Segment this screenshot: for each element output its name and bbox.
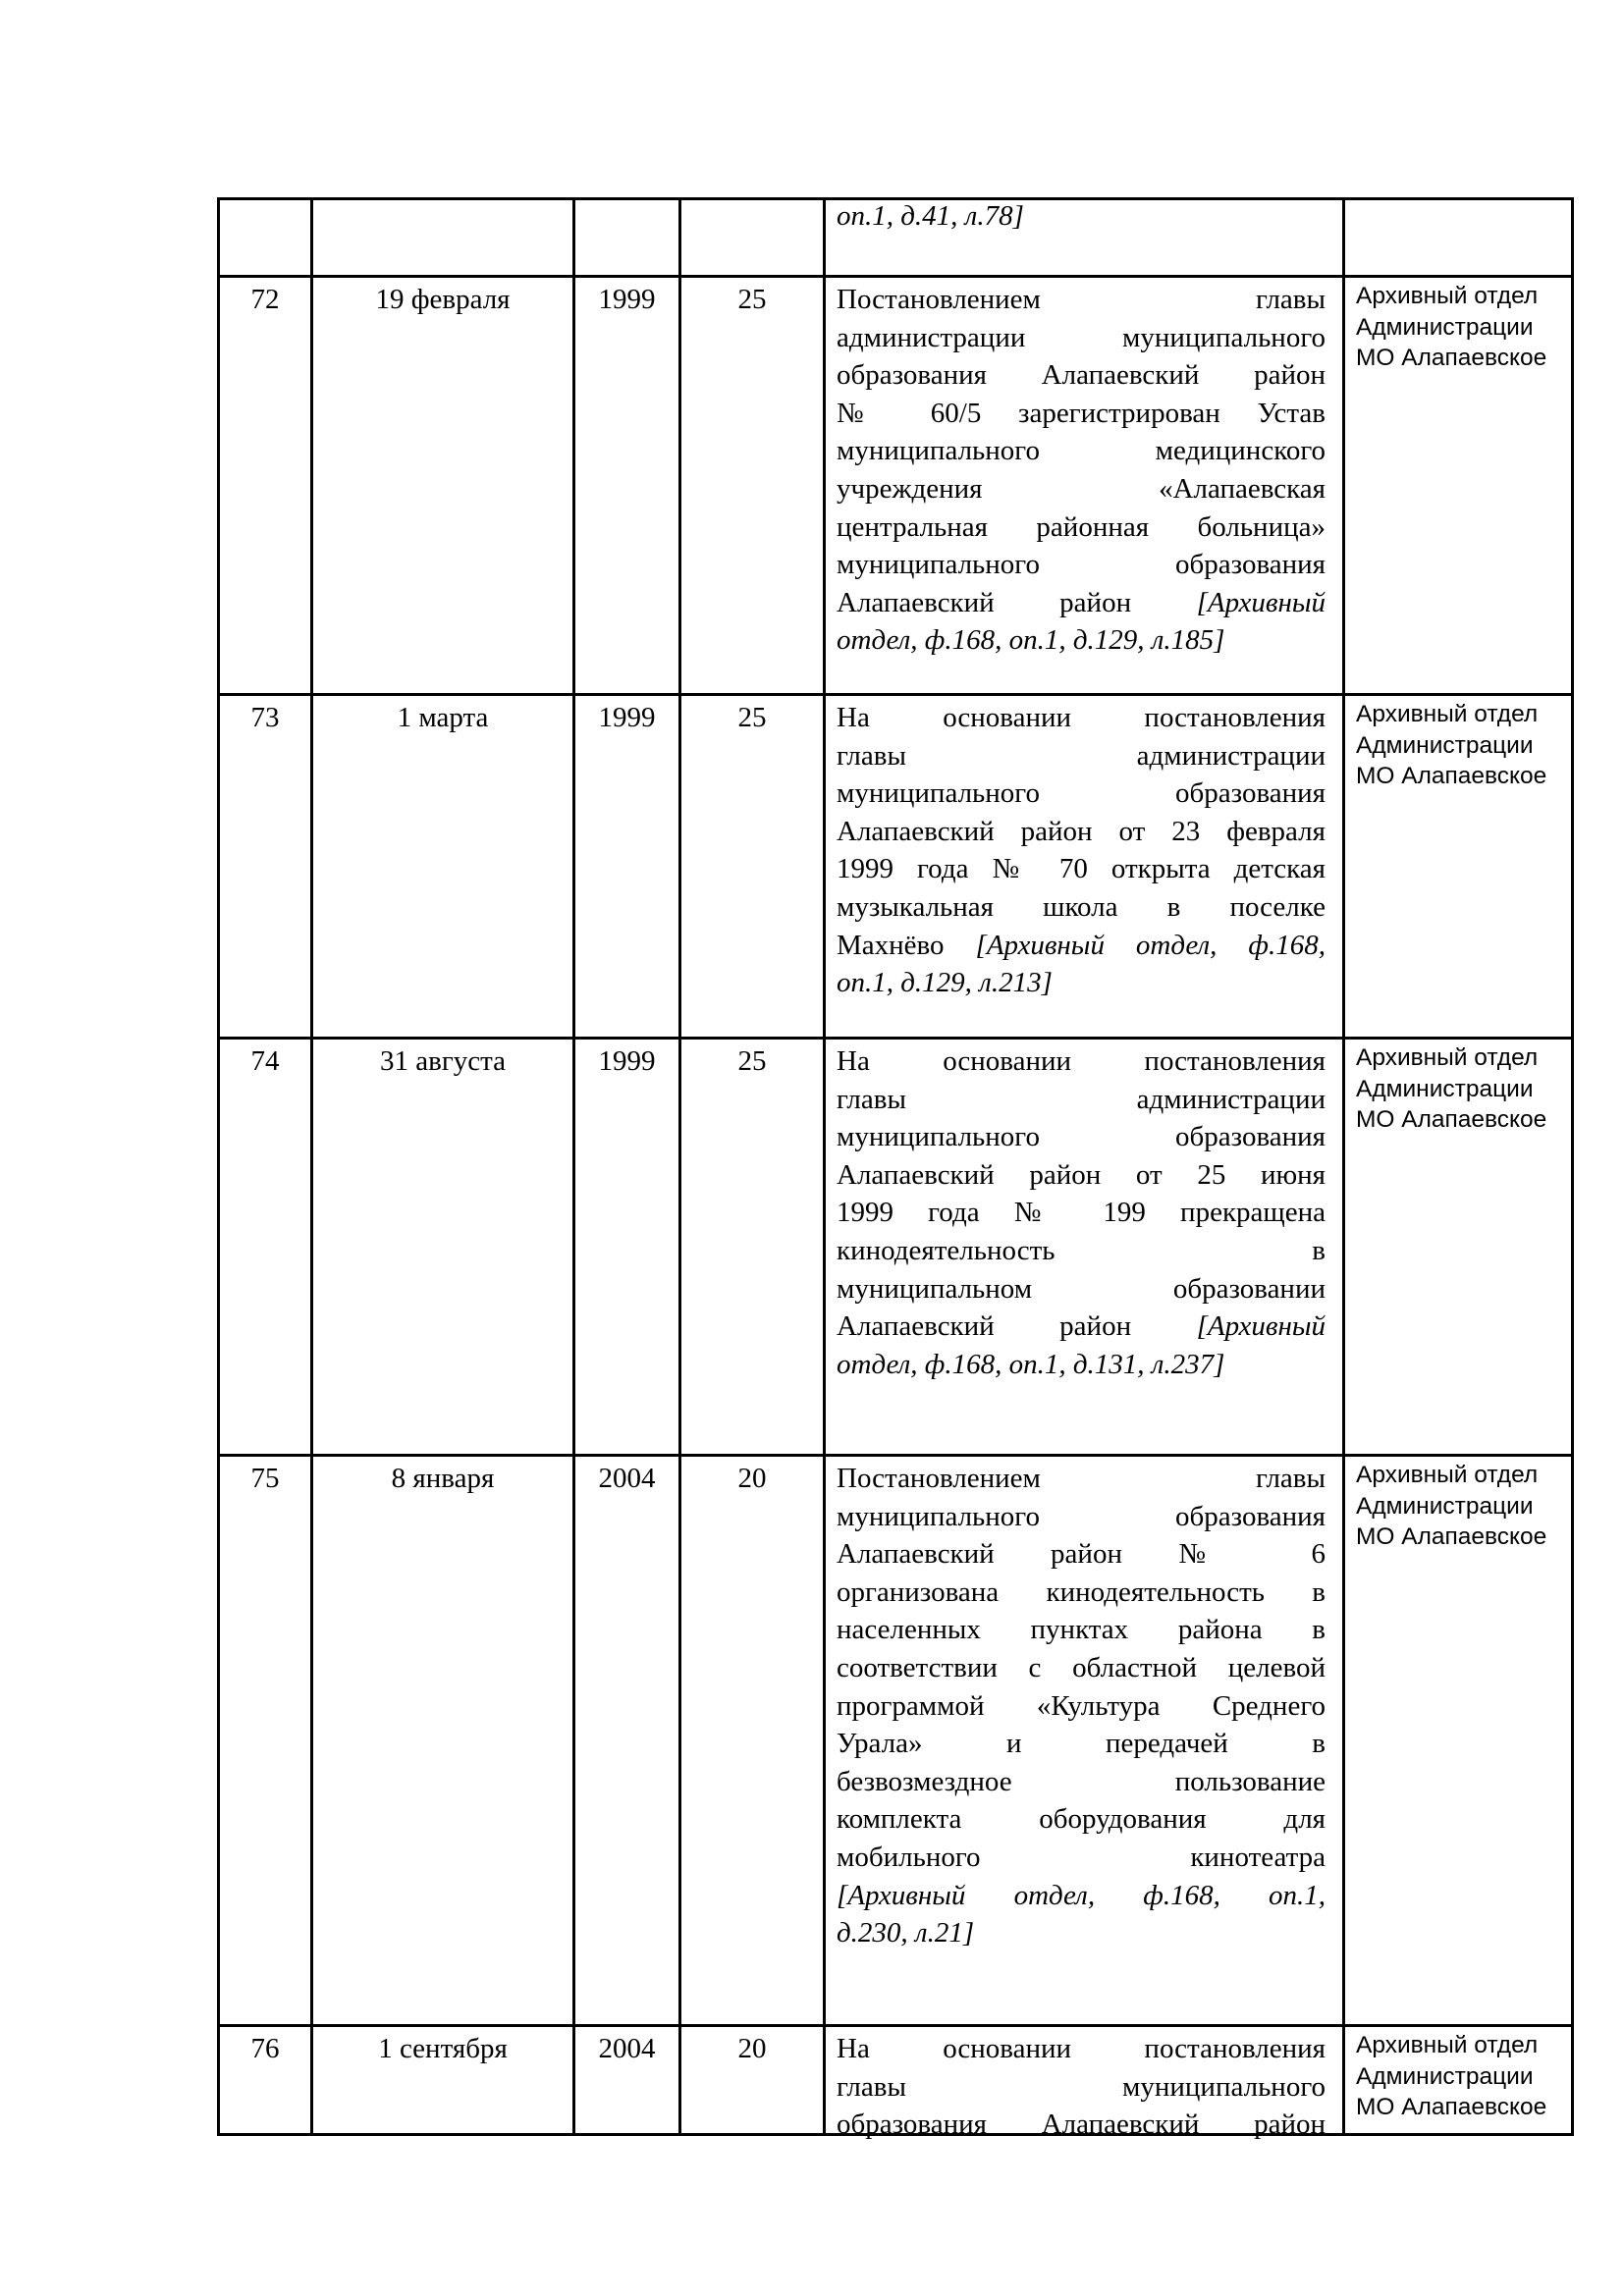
description-line: организована кинодеятельность в — [837, 1575, 1326, 1608]
source-archive — [1356, 1042, 1546, 1136]
event-year: 2004 — [598, 1463, 656, 1494]
event-date: 1 марта — [397, 702, 489, 733]
source-line: Архивный отдел — [1356, 1462, 1539, 1488]
description-line: учреждения «Алапаевская — [837, 472, 1326, 505]
anniversary-years: 20 — [737, 1463, 767, 1494]
description-line — [837, 1346, 1326, 1384]
description-text: Махнёво — [837, 929, 976, 961]
anniversary-years: 25 — [737, 1045, 767, 1077]
description-line: На основании постановления — [837, 1045, 1326, 1077]
table-rule-horizontal — [217, 693, 1574, 696]
source-archive — [1356, 281, 1546, 374]
description-line — [837, 1308, 1326, 1346]
description-line: мобильного кинотеатра — [837, 1841, 1326, 1873]
source-line: Администрации — [1356, 2062, 1534, 2090]
event-year: 1999 — [598, 284, 656, 315]
event-date: 8 января — [391, 1463, 495, 1494]
description-line: главы администрации — [837, 739, 1326, 772]
description-line — [837, 584, 1326, 622]
description-line — [837, 927, 1326, 965]
table-rule-horizontal — [217, 2024, 1574, 2027]
source-line: МО Алапаевское — [1356, 2094, 1547, 2120]
event-date: 31 августа — [380, 1045, 506, 1077]
event-description — [837, 1460, 1326, 1952]
event-year: 1999 — [598, 1045, 656, 1077]
description-line — [837, 1877, 1326, 1915]
description-line: Постановлением главы — [837, 284, 1326, 315]
source-line: МО Алапаевское — [1356, 763, 1547, 789]
archive-reference: оп.1, д.129, л.213] — [837, 967, 1053, 999]
table-rule-horizontal — [217, 1454, 1574, 1457]
description-line: На основании постановления — [837, 2033, 1326, 2064]
description-line: кинодеятельность в — [837, 1234, 1326, 1266]
description-line: муниципального образования — [837, 1500, 1326, 1532]
description-line: Урала» и передачей в — [837, 1728, 1326, 1760]
event-date: 19 февраля — [375, 284, 511, 315]
description-line: соответствии с областной целевой — [837, 1651, 1326, 1683]
description-line — [837, 964, 1326, 1002]
event-description — [837, 2030, 1326, 2144]
source-archive — [1356, 1460, 1546, 1553]
row-number: 73 — [250, 702, 280, 733]
event-date: 1 сентября — [378, 2033, 508, 2064]
description-line — [837, 1914, 1326, 1952]
source-archive — [1356, 2030, 1546, 2123]
description-line: главы муниципального — [837, 2070, 1326, 2103]
event-description — [837, 1042, 1326, 1383]
description-line: Алапаевский район № 6 — [837, 1538, 1326, 1571]
chronology-table — [217, 197, 1574, 2141]
description-line: населенных пунктах района в — [837, 1614, 1326, 1646]
description-line: образования Алапаевский район — [837, 2109, 1326, 2141]
archive-reference: [Архивный — [1196, 1310, 1326, 1343]
archive-reference: [Архивный отдел, ф.168, — [975, 929, 1326, 961]
description-line: муниципального образования — [837, 777, 1326, 810]
archive-reference: отдел, ф.168, оп.1, д.129, л.185] — [837, 624, 1225, 657]
source-line: МО Алапаевское — [1356, 1523, 1547, 1550]
event-description — [837, 281, 1326, 660]
row-number: 76 — [250, 2033, 280, 2064]
description-line: безвозмездное пользование — [837, 1765, 1326, 1797]
table-rule-vertical — [1342, 197, 1345, 2136]
source-line: Администрации — [1356, 313, 1534, 341]
source-line: Архивный отдел — [1356, 701, 1539, 727]
anniversary-years: 25 — [737, 702, 767, 733]
source-line: Архивный отдел — [1356, 1044, 1539, 1071]
archive-reference: [Архивный — [1196, 586, 1326, 618]
event-description — [837, 699, 1326, 1002]
archive-reference: отдел, ф.168, оп.1, д.131, л.237] — [837, 1348, 1225, 1380]
row-number: 74 — [250, 1045, 280, 1077]
description-line: 1999 года № 70 открыта детская — [837, 853, 1326, 885]
source-line: Администрации — [1356, 1075, 1534, 1102]
archive-reference: д.230, л.21] — [837, 1917, 975, 1949]
row-number: 75 — [250, 1463, 280, 1494]
description-line: муниципального медицинского — [837, 435, 1326, 467]
event-year: 2004 — [598, 2033, 656, 2064]
description-line: программой «Культура Среднего — [837, 1689, 1326, 1722]
table-rule-vertical — [217, 197, 220, 2136]
source-line: МО Алапаевское — [1356, 1106, 1547, 1133]
description-text: Алапаевский район — [837, 586, 1197, 618]
description-line: образования Алапаевский район — [837, 359, 1326, 392]
source-line: Архивный отдел — [1356, 2032, 1539, 2058]
table-rule-vertical — [572, 197, 575, 2136]
table-rule-horizontal — [217, 1037, 1574, 1040]
description-line: № 60/5 зарегистрирован Устав — [837, 397, 1326, 429]
description-line: администрации муниципального — [837, 321, 1326, 353]
description-line: центральная районная больница» — [837, 510, 1326, 543]
table-rule-vertical — [310, 197, 313, 2136]
source-archive — [1356, 699, 1546, 792]
description-line: Алапаевский район от 23 февраля — [837, 815, 1326, 847]
description-line: музыкальная школа в поселке — [837, 890, 1326, 923]
table-rule-horizontal — [217, 275, 1574, 278]
description-line — [837, 621, 1326, 660]
source-line: Администрации — [1356, 731, 1534, 759]
anniversary-years: 25 — [737, 284, 767, 315]
description-line: Постановлением главы — [837, 1463, 1326, 1494]
archive-reference: [Архивный отдел, ф.168, оп.1, — [837, 1879, 1326, 1911]
description-line — [837, 197, 1326, 236]
description-line: муниципального образования — [837, 549, 1326, 581]
source-line: Архивный отдел — [1356, 283, 1539, 309]
table-rule-vertical — [1571, 197, 1574, 2136]
description-line: муниципального образования — [837, 1121, 1326, 1153]
table-rule-vertical — [678, 197, 681, 2136]
description-line: комплекта оборудования для — [837, 1803, 1326, 1836]
event-year: 1999 — [598, 702, 656, 733]
source-line: Администрации — [1356, 1492, 1534, 1520]
row-number: 72 — [250, 284, 280, 315]
description-line: главы администрации — [837, 1083, 1326, 1115]
description-line: 1999 года № 199 прекращена — [837, 1197, 1326, 1229]
source-line: МО Алапаевское — [1356, 345, 1547, 371]
description-line: На основании постановления — [837, 702, 1326, 733]
table-rule-vertical — [823, 197, 826, 2136]
description-text: Алапаевский район — [837, 1310, 1197, 1343]
description-line: Алапаевский район от 25 июня — [837, 1158, 1326, 1191]
event-description — [837, 197, 1326, 236]
archive-reference: оп.1, д.41, л.78] — [837, 200, 1024, 232]
description-line: муниципальном образовании — [837, 1272, 1326, 1305]
anniversary-years: 20 — [737, 2033, 767, 2064]
